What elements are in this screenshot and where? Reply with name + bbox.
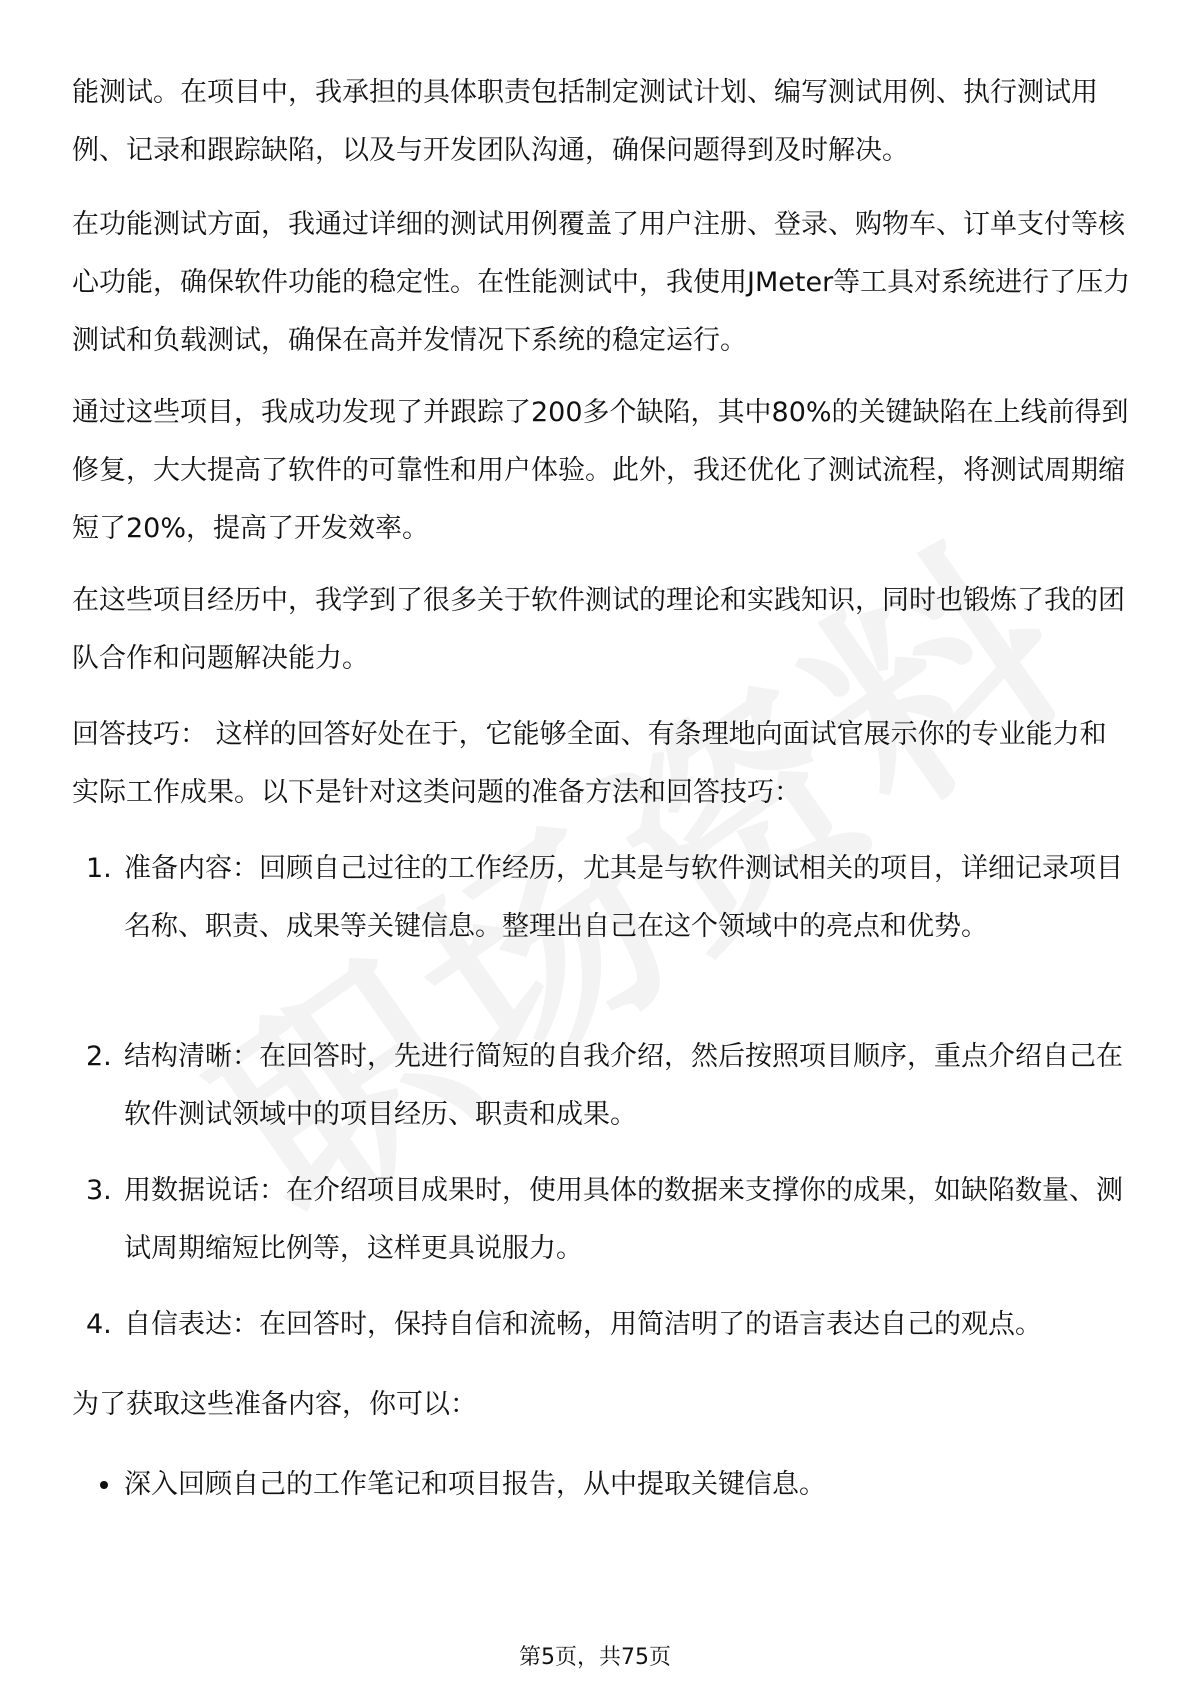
paragraph-functional-testing: 在功能测试方面，我通过详细的测试用例覆盖了用户注册、登录、购物车、订单支付等核心功能，确保软件功能的稳定性。在性能测试中，我使用JMeter等工具对系统进行了压力测试和负载测试，确保在高并发情况下系统的稳定运行。 (72, 209, 1131, 356)
paragraph-responsibilities: 能测试。在项目中，我承担的具体职责包括制定测试计划、编写测试用例、执行测试用例、记录和跟踪缺陷，以及与开发团队沟通，确保问题得到及时解决。 (72, 77, 1098, 166)
list-item-text: 准备内容：回顾自己过往的工作经历，尤其是与软件测试相关的项目，详细记录项目名称、职责、成果等关键信息。整理出自己在这个领域中的亮点和优势。 (124, 853, 1123, 942)
list-item-number: 4. (86, 1309, 112, 1340)
bullet-dot-icon (100, 1481, 108, 1489)
list-item-text: 自信表达：在回答时，保持自信和流畅，用简洁明了的语言表达自己的观点。 (124, 1309, 1042, 1340)
list-item-number: 2. (86, 1041, 112, 1072)
bullet-item-text: 深入回顾自己的工作笔记和项目报告，从中提取关键信息。 (124, 1469, 826, 1500)
paragraph-prep-intro: 为了获取这些准备内容，你可以： (72, 1389, 477, 1420)
paragraph-answer-tips: 回答技巧： 这样的回答好处在于，它能够全面、有条理地向面试官展示你的专业能力和实际工作成果。以下是针对这类问题的准备方法和回答技巧： (72, 719, 1107, 808)
list-item-text: 用数据说话：在介绍项目成果时，使用具体的数据来支撑你的成果，如缺陷数量、测试周期缩短比例等，这样更具说服力。 (124, 1175, 1123, 1264)
list-item-number: 3. (86, 1175, 112, 1206)
paragraph-results: 通过这些项目，我成功发现了并跟踪了200多个缺陷，其中80%的关键缺陷在上线前得到修复，大大提高了软件的可靠性和用户体验。此外，我还优化了测试流程，将测试周期缩短了20%，提高了开发效率。 (72, 397, 1129, 544)
page-footer: 第5页，共75页 (519, 1645, 671, 1670)
list-item-number: 1. (86, 853, 112, 884)
paragraph-learning: 在这些项目经历中，我学到了很多关于软件测试的理论和实践知识，同时也锻炼了我的团队合作和问题解决能力。 (72, 585, 1125, 674)
list-item-text: 结构清晰：在回答时，先进行简短的自我介绍，然后按照项目顺序，重点介绍自己在软件测试领域中的项目经历、职责和成果。 (124, 1041, 1123, 1130)
